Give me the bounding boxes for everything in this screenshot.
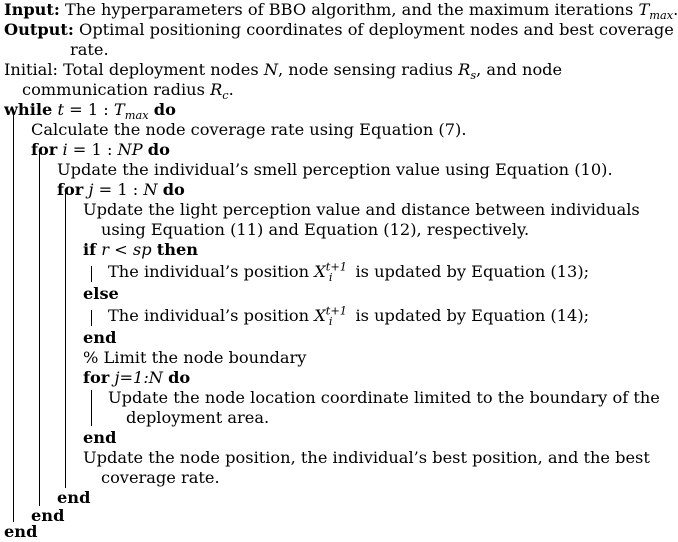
kw-end-while: end	[4, 522, 38, 541]
var-T: T	[113, 100, 125, 119]
var-j-range: j=1:N	[114, 368, 163, 387]
var-i: i	[62, 140, 68, 159]
kw-do-while: do	[153, 100, 176, 119]
kw-for-limit: for	[83, 368, 110, 387]
end-while-line	[4, 522, 37, 542]
for-j-line	[57, 180, 185, 200]
initial-Rc-sub: c	[222, 88, 229, 103]
kw-for-i: for	[31, 140, 58, 159]
else-line	[83, 284, 119, 304]
initial-text-d: communication radius	[22, 80, 205, 99]
kw-end-if: end	[83, 328, 117, 347]
kw-else: else	[83, 284, 119, 303]
update-light-line-1	[83, 200, 640, 220]
initial-Rc: R	[210, 80, 223, 99]
eq-j: = 1 :	[93, 180, 144, 199]
input-text: The hyperparameters of BBO algorithm, and the maximum iterations	[65, 0, 634, 19]
initial-text-c: , and node	[476, 60, 563, 79]
var-X-if-sup: t+1	[325, 259, 348, 274]
pos-if-text-a: The individual’s position	[108, 262, 310, 281]
update-smell-text: Update the individual’s smell perception value using Equation (10).	[57, 160, 613, 179]
kw-do-for-limit: do	[168, 368, 191, 387]
var-X-else: X	[314, 306, 326, 325]
input-label: Input:	[4, 0, 60, 19]
var-sp: sp	[132, 240, 152, 259]
output-line-2	[70, 40, 109, 60]
else-block-bar	[91, 310, 92, 326]
output-text-2: rate.	[70, 40, 109, 59]
if-line	[83, 240, 198, 260]
kw-do-for-j: do	[162, 180, 185, 199]
var-T-sub: max	[124, 108, 149, 123]
while-line	[4, 100, 176, 123]
var-X-else-sup: t+1	[325, 303, 348, 318]
pos-if-text-b: is updated by Equation (13);	[355, 262, 590, 281]
pos-if-line	[108, 259, 590, 285]
for-limit-block-bar	[91, 390, 92, 426]
limit-line-2	[126, 408, 269, 428]
pos-else-line	[108, 303, 590, 329]
kw-for-j: for	[57, 180, 84, 199]
initial-N: N	[263, 60, 278, 79]
calc-coverage-text: Calculate the node coverage rate using Equation (7).	[31, 120, 467, 139]
pos-else-text-a: The individual’s position	[108, 306, 310, 325]
end-for-limit-line	[83, 428, 116, 448]
initial-Rs: R	[458, 60, 471, 79]
kw-while: while	[4, 100, 53, 119]
var-j: j	[88, 180, 94, 199]
output-text-1: Optimal positioning coordinates of deployment nodes and best coverage	[79, 20, 674, 39]
update-light-text-1: Update the light perception value and distance between individuals	[83, 200, 640, 219]
for-i-line	[31, 140, 170, 160]
output-line-1	[4, 20, 674, 40]
kw-if: if	[83, 240, 97, 259]
update-smell-line	[57, 160, 613, 180]
end-if-line	[83, 328, 116, 348]
initial-text-a: Initial: Total deployment nodes	[4, 60, 259, 79]
eq-t: = 1 :	[63, 100, 114, 119]
lt-op: <	[109, 240, 133, 259]
update-light-line-2	[101, 220, 529, 240]
input-end: .	[673, 0, 678, 19]
update-pos-line-1	[83, 448, 650, 468]
kw-end-for-i: end	[31, 506, 65, 525]
var-NP: NP	[117, 140, 143, 159]
update-pos-line-2	[101, 468, 220, 488]
calc-coverage-line	[31, 120, 466, 140]
for-limit-line	[83, 368, 190, 388]
kw-then: then	[156, 240, 199, 259]
var-X-if: X	[314, 262, 326, 281]
update-pos-text-1: Update the node position, the individual’s best position, and the best	[83, 448, 650, 467]
kw-end-for-j: end	[57, 488, 91, 507]
var-t: t	[57, 100, 64, 119]
var-N: N	[143, 180, 158, 199]
update-pos-text-2: coverage rate.	[101, 468, 220, 487]
while-block-bar	[13, 111, 14, 522]
comment-text: % Limit the node boundary	[83, 348, 307, 367]
input-var-sub: max	[649, 8, 674, 23]
initial-text-e: .	[228, 80, 234, 99]
var-r: r	[101, 240, 110, 259]
end-for-j-line	[57, 488, 90, 508]
initial-line-2	[22, 80, 234, 103]
for-j-block-bar	[65, 191, 66, 488]
update-light-text-2: using Equation (11) and Equation (12), respectively.	[101, 220, 530, 239]
var-X-if-sub: i	[328, 270, 333, 285]
initial-text-b: , node sensing radius	[278, 60, 453, 79]
limit-line-1	[108, 388, 660, 408]
input-line	[4, 0, 678, 23]
var-X-else-sub: i	[328, 314, 333, 329]
eq-i: = 1 :	[67, 140, 118, 159]
output-label: Output:	[4, 20, 74, 39]
limit-text-2: deployment area.	[126, 408, 270, 427]
initial-Rs-sub: s	[470, 68, 477, 83]
initial-line-1	[4, 60, 563, 83]
for-i-block-bar	[39, 151, 40, 506]
if-block-bar	[91, 266, 92, 282]
comment-line	[83, 348, 306, 368]
pos-else-text-b: is updated by Equation (14);	[355, 306, 590, 325]
input-var: T	[638, 0, 650, 19]
kw-end-for-limit: end	[83, 428, 117, 447]
kw-do-for-i: do	[147, 140, 170, 159]
limit-text-1: Update the node location coordinate limited to the boundary of the	[108, 388, 660, 407]
